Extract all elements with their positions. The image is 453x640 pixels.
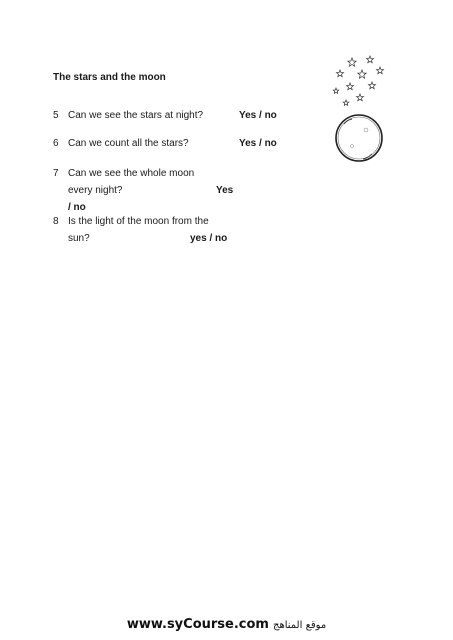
footer-watermark [0, 615, 453, 633]
question-text: Can we count all the stars? [68, 138, 189, 149]
moon-icon [336, 115, 382, 161]
site-url: www.syCourse.com [126, 617, 269, 632]
question-number: 7 [53, 168, 59, 179]
answer-options: yes / no [190, 233, 228, 244]
stars-and-moon-illustration [322, 50, 402, 170]
answer-options: Yes / no [239, 110, 277, 121]
question-8 [53, 213, 243, 247]
question-number: 6 [53, 138, 59, 149]
question-number: 8 [53, 216, 59, 227]
section-title: The stars and the moon [53, 72, 166, 83]
question-6 [53, 135, 277, 152]
answer-options-part1: Yes [216, 185, 234, 196]
question-number: 5 [53, 110, 59, 121]
site-arabic-name: موقع المناهج [272, 620, 327, 631]
answer-options: Yes / no [239, 138, 277, 149]
question-text-line1: Is the light of the moon from the [68, 216, 209, 227]
question-text-line1: Can we see the whole moon [68, 168, 195, 179]
question-5 [53, 107, 277, 124]
question-text-line2: sun? [68, 233, 90, 244]
stars-cluster-icon [333, 56, 383, 105]
answer-options-part2: / no [68, 202, 86, 213]
question-text-line2: every night? [68, 185, 123, 196]
question-7 [53, 165, 239, 216]
question-text: Can we see the stars at night? [68, 110, 204, 121]
